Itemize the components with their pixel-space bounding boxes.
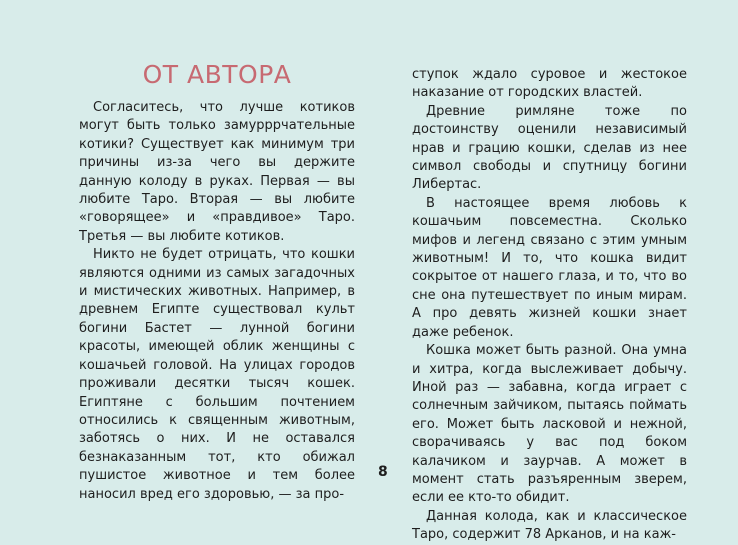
paragraph: Кошка может быть разной. Она умна и хитра, когда выслеживает добычу. Иной раз — забавна, когда играет с солнечным зайчиком, пытаясь поймать его. Может быть ласковой и нежной, сворачиваясь у вас под боком калачиком и заурчав. А может в момент стать разъяренным зверем, если ее кто-то обидит.: [412, 343, 687, 506]
paragraph: ступок ждало суровое и жестокое наказание от городских властей.: [412, 67, 687, 101]
page-heading: ОТ АВТОРА: [142, 60, 292, 89]
paragraph: Данная колода, как и классическое Таро, содержит 78 Арканов, и на каж-: [412, 508, 687, 543]
left-column: [79, 99, 355, 504]
page-number: 8: [378, 464, 388, 480]
paragraph: Согласитесь, что лучше котиков могут быть только замурррчательные котики? Существует как минимум три причины из-за чего вы держите данную колоду в руках. Первая — вы любите Таро. Вторая — вы любите «говорящее» и «правдивое» Таро. Третья — вы любите котиков.: [79, 100, 355, 244]
paragraph: В настоящее время любовь к кошачьим повсеместна. Сколько мифов и легенд связано с этим умным животным! И то, что кошка видит сокрытое от нашего глаза, и то, что во сне она путешествует по иным мирам. А про девять жизней кошки знает даже ребенок.: [412, 195, 687, 340]
paragraph: Древние римляне тоже по достоинству оценили независимый нрав и грацию кошки, сделав из нее символ свободы и спутницу богини Либертас.: [412, 103, 687, 193]
right-column: [412, 66, 687, 545]
paragraph: Никто не будет отрицать, что кошки являются одними из самых загадочных и мистических животных. Например, в древнем Египте существовал культ богини Бастет — лунной богини красоты, имеющей облик женщины с кошачьей головой. На улицах городов проживали десятки тысяч кошек. Египтяне с большим почтением относились к священным животным, заботясь о них. И не оставался безнаказанным тот, кто обижал пушистое животное и тем более наносил вред его здоровью, — за про-: [79, 247, 355, 502]
